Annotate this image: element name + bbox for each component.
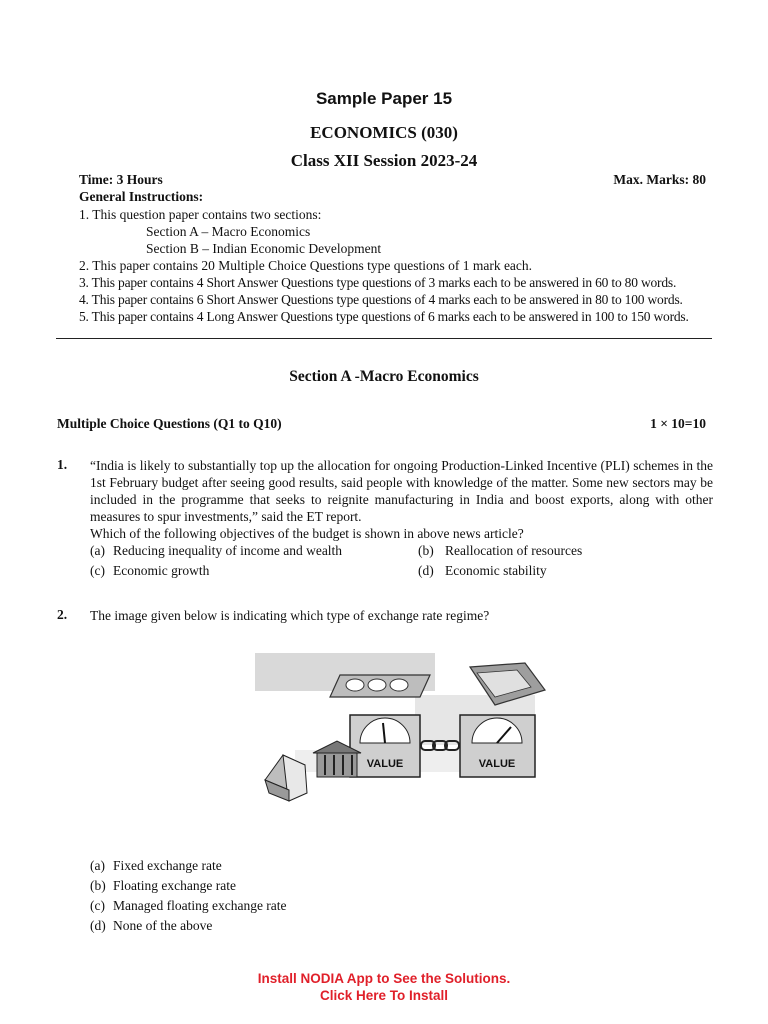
instruction-item: 3. This paper contains 4 Short Answer Questions type questions of 3 marks each to be answered in 60 to 80 words. xyxy=(79,275,677,290)
instruction-item: 5. This paper contains 4 Long Answer Questions type questions of 6 marks each to be answered in 100 to 150 words. xyxy=(79,309,689,324)
option-text: Economic growth xyxy=(113,563,210,578)
instruction-item: Section B – Indian Economic Development xyxy=(146,241,382,256)
option-text: Reducing inequality of income and wealth xyxy=(113,543,343,558)
instruction-item: 4. This paper contains 6 Short Answer Questions type questions of 4 marks each to be answered in 80 to 100 words. xyxy=(79,292,683,307)
option-label: (b) xyxy=(418,543,434,558)
time-label: Time: 3 Hours xyxy=(79,172,163,187)
option-label: (a) xyxy=(90,543,105,558)
mcq-heading: Multiple Choice Questions (Q1 to Q10) xyxy=(57,416,282,431)
option-label: (c) xyxy=(90,898,105,913)
left-gauge-label: VALUE xyxy=(366,758,404,770)
option-text: Managed floating exchange rate xyxy=(113,898,287,913)
question-text: “India is likely to substantially top up the allocation for ongoing Production-Linked Incentive (PLI) schemes in the 1st February budget after seeing good results, said people with knowledge of the matter. Some new sectors may be included in the programme that seeks to reignite manufacturing in India and boost exports, along with other measures to spur investments,” said the ET report. xyxy=(90,458,713,524)
question-text: The image given below is indicating which type of exchange rate regime? xyxy=(90,608,490,623)
option-d[interactable] xyxy=(418,563,547,579)
divider xyxy=(56,338,712,339)
subject-title: ECONOMICS (030) xyxy=(310,123,458,142)
option-label: (d) xyxy=(418,563,434,578)
option-label: (b) xyxy=(90,878,106,893)
instruction-item: 1. This question paper contains two sections: xyxy=(79,207,322,222)
option-a[interactable] xyxy=(90,543,342,559)
option-label: (a) xyxy=(90,858,105,873)
option-a[interactable] xyxy=(90,858,222,874)
option-text: None of the above xyxy=(113,918,213,933)
coins-tray-icon xyxy=(330,675,430,697)
section-title: Section A -Macro Economics xyxy=(289,368,479,385)
option-text: Fixed exchange rate xyxy=(113,858,222,873)
illustration-svg xyxy=(255,645,555,805)
mcq-marks: 1 × 10=10 xyxy=(650,416,706,431)
option-c[interactable] xyxy=(90,898,287,914)
session-title: Class XII Session 2023-24 xyxy=(290,151,478,170)
question-number: 2. xyxy=(57,607,68,622)
option-text: Economic stability xyxy=(445,563,547,578)
exchange-rate-illustration xyxy=(255,645,555,805)
option-text: Floating exchange rate xyxy=(113,878,236,893)
right-gauge-label: VALUE xyxy=(478,758,516,770)
option-text: Reallocation of resources xyxy=(445,543,583,558)
instruction-item: 2. This paper contains 20 Multiple Choice Questions type questions of 1 mark each. xyxy=(79,258,533,273)
option-d[interactable] xyxy=(90,918,212,934)
instruction-item: Section A – Macro Economics xyxy=(146,224,311,239)
instructions-heading: General Instructions: xyxy=(79,189,204,204)
option-b[interactable] xyxy=(90,878,236,894)
click-to-install-link[interactable]: Click Here To Install xyxy=(319,988,449,1003)
install-app-link[interactable]: Install NODIA App to See the Solutions. xyxy=(257,971,511,986)
option-label: (d) xyxy=(90,918,106,933)
option-c[interactable] xyxy=(90,563,209,579)
question-number: 1. xyxy=(57,457,68,472)
page-title: Sample Paper 15 xyxy=(315,89,453,108)
max-marks-label: Max. Marks: 80 xyxy=(613,172,706,187)
question-prompt: Which of the following objectives of the budget is shown in above news article? xyxy=(90,526,524,541)
option-b[interactable] xyxy=(418,543,582,559)
option-label: (c) xyxy=(90,563,105,578)
